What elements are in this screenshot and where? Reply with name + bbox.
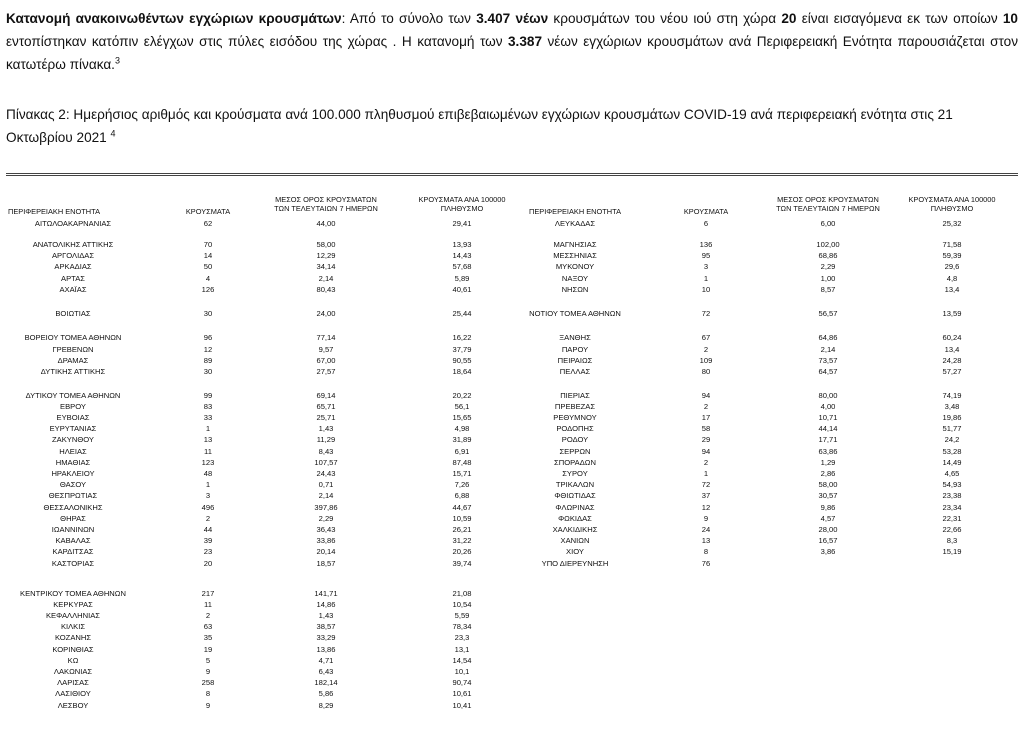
left-cell-cases: 63 (203, 622, 213, 631)
left-cell-avg7: 13,86 (316, 645, 336, 654)
right-cell-per100k: 23,38 (942, 491, 962, 500)
left-cell-per100k: 23,3 (454, 633, 470, 642)
left-cell-region: ΗΜΑΘΙΑΣ (55, 458, 91, 467)
left-cell-per100k: 37,79 (452, 345, 472, 354)
right-cell-per100k: 57,27 (942, 367, 962, 376)
left-cell-region: ΑΙΤΩΛΟΑΚΑΡΝΑΝΙΑΣ (34, 219, 112, 228)
right-cell-cases: 95 (701, 251, 711, 260)
right-cell-region: ΦΘΙΩΤΙΔΑΣ (554, 491, 596, 500)
left-header-per100k-line1: ΚΡΟΥΣΜΑΤΑ ΑΝΑ 100000 (418, 195, 506, 204)
left-cell-avg7: 18,57 (316, 559, 336, 568)
left-cell-cases: 44 (203, 525, 213, 534)
left-cell-per100k: 20,22 (452, 391, 472, 400)
left-header-region: ΠΕΡΙΦΕΡΕΙΑΚΗ ΕΝΟΤΗΤΑ (8, 207, 100, 216)
right-cell-avg7: 16,57 (818, 536, 838, 545)
left-cell-cases: 89 (203, 356, 213, 365)
right-cell-per100k: 13,4 (944, 285, 960, 294)
right-cell-region: ΥΠΟ ΔΙΕΡΕΥΝΗΣΗ (541, 559, 609, 568)
left-cell-cases: 48 (203, 469, 213, 478)
left-cell-region: ΚΑΒΑΛΑΣ (55, 536, 91, 545)
right-cell-avg7: 63,86 (818, 447, 838, 456)
right-cell-region: ΜΕΣΣΗΝΙΑΣ (553, 251, 597, 260)
intro-new-cases: 3.407 νέων (476, 11, 549, 26)
right-cell-avg7: 44,14 (818, 424, 838, 433)
left-cell-cases: 14 (203, 251, 213, 260)
left-cell-per100k: 90,74 (452, 678, 472, 687)
left-cell-avg7: 11,29 (316, 435, 336, 444)
left-cell-cases: 126 (201, 285, 215, 294)
left-header-per100k-line2: ΠΛΗΘΥΣΜΟ (440, 204, 484, 213)
left-cell-avg7: 8,43 (318, 447, 334, 456)
left-cell-cases: 9 (205, 701, 211, 710)
left-cell-per100k: 10,41 (452, 701, 472, 710)
left-cell-avg7: 24,00 (316, 309, 336, 318)
right-cell-per100k: 3,48 (944, 402, 960, 411)
intro-at-gates: 10 (1002, 11, 1018, 26)
left-cell-per100k: 10,1 (454, 667, 470, 676)
left-cell-cases: 50 (203, 262, 213, 271)
right-header-per100k-line1: ΚΡΟΥΣΜΑΤΑ ΑΝΑ 100000 (908, 195, 996, 204)
right-cell-region: ΠΕΛΛΑΣ (559, 367, 591, 376)
left-cell-region: ΚΕΝΤΡΙΚΟΥ ΤΟΜΕΑ ΑΘΗΝΩΝ (20, 589, 126, 598)
left-cell-region: ΛΑΡΙΣΑΣ (57, 678, 89, 687)
left-cell-cases: 13 (203, 435, 213, 444)
right-cell-region: ΦΩΚΙΔΑΣ (558, 514, 592, 523)
left-cell-avg7: 44,00 (316, 219, 336, 228)
left-cell-region: ΒΟΡΕΙΟΥ ΤΟΜΕΑ ΑΘΗΝΩΝ (24, 333, 122, 342)
right-cell-per100k: 15,19 (942, 547, 962, 556)
right-cell-per100k: 60,24 (942, 333, 962, 342)
left-header-avg7-line1: ΜΕΣΟΣ ΟΡΟΣ ΚΡΟΥΣΜΑΤΩΝ (275, 195, 377, 204)
right-cell-region: ΝΑΞΟΥ (561, 274, 589, 283)
left-cell-avg7: 33,29 (316, 633, 336, 642)
left-cell-region: ΑΝΑΤΟΛΙΚΗΣ ΑΤΤΙΚΗΣ (32, 240, 114, 249)
right-cell-region: ΤΡΙΚΑΛΩΝ (555, 480, 595, 489)
right-cell-per100k: 22,66 (942, 525, 962, 534)
left-cell-per100k: 14,43 (452, 251, 472, 260)
right-cell-avg7: 102,00 (816, 240, 840, 249)
right-cell-cases: 2 (703, 402, 709, 411)
left-cell-per100k: 56,1 (454, 402, 470, 411)
right-cell-avg7: 4,57 (820, 514, 836, 523)
right-cell-avg7: 2,29 (820, 262, 836, 271)
right-cell-cases: 80 (701, 367, 711, 376)
right-cell-avg7: 1,29 (820, 458, 836, 467)
left-cell-per100k: 25,44 (452, 309, 472, 318)
left-cell-avg7: 2,14 (318, 491, 334, 500)
left-cell-cases: 1 (205, 424, 211, 433)
right-cell-per100k: 51,77 (942, 424, 962, 433)
left-cell-cases: 30 (203, 309, 213, 318)
left-cell-per100k: 16,22 (452, 333, 472, 342)
right-header-per100k-line2: ΠΛΗΘΥΣΜΟ (930, 204, 974, 213)
right-cell-region: ΝΗΣΩΝ (561, 285, 589, 294)
left-cell-region: ΘΗΡΑΣ (60, 514, 86, 523)
right-header-avg7-line2: ΤΩΝ ΤΕΛΕΥΤΑΙΩΝ 7 ΗΜΕΡΩΝ (776, 204, 880, 213)
left-cell-avg7: 33,86 (316, 536, 336, 545)
left-cell-avg7: 2,14 (318, 274, 334, 283)
right-cell-per100k: 4,8 (946, 274, 958, 283)
intro-text-5: νέων εγχώριων κρουσμάτων ανά Περιφερειακή Ενότητα παρουσιάζεται στον κατωτέρω πίνακα. (6, 34, 1018, 72)
right-cell-per100k: 4,65 (944, 469, 960, 478)
left-cell-region: ΗΛΕΙΑΣ (59, 447, 87, 456)
left-cell-cases: 35 (203, 633, 213, 642)
caption-text: Πίνακας 2: Ημερήσιος αριθμός και κρούσματα ανά 100.000 πληθυσμού επιβεβαιωμένων εγχώριων κρουσμάτων COVID-19 ανά περιφερειακή ενότητα στις 21 Οκτωβρίου 2021 (6, 107, 953, 145)
left-cell-per100k: 10,54 (452, 600, 472, 609)
left-cell-per100k: 7,26 (454, 480, 470, 489)
right-cell-per100k: 13,59 (942, 309, 962, 318)
right-cell-cases: 58 (701, 424, 711, 433)
right-cell-avg7: 28,00 (818, 525, 838, 534)
left-cell-cases: 19 (203, 645, 213, 654)
right-cell-cases: 2 (703, 458, 709, 467)
right-cell-region: ΣΠΟΡΑΔΩΝ (554, 458, 596, 467)
left-cell-avg7: 77,14 (316, 333, 336, 342)
left-cell-cases: 83 (203, 402, 213, 411)
left-cell-region: ΕΒΡΟΥ (60, 402, 86, 411)
left-cell-avg7: 1,43 (318, 611, 334, 620)
left-cell-region: ΑΡΚΑΔΙΑΣ (54, 262, 92, 271)
right-cell-avg7: 3,86 (820, 547, 836, 556)
left-cell-cases: 123 (201, 458, 215, 467)
left-cell-cases: 11 (204, 600, 212, 609)
right-cell-cases: 17 (701, 413, 711, 422)
right-cell-avg7: 64,86 (818, 333, 838, 342)
left-cell-per100k: 20,26 (452, 547, 472, 556)
left-cell-region: ΛΑΣΙΘΙΟΥ (55, 689, 91, 698)
right-cell-per100k: 23,34 (942, 503, 962, 512)
intro-text-1: : Από το σύνολο των (341, 11, 477, 26)
right-cell-per100k: 8,3 (946, 536, 958, 545)
right-cell-avg7: 2,86 (820, 469, 836, 478)
left-cell-region: ΑΡΤΑΣ (61, 274, 85, 283)
left-cell-avg7: 36,43 (316, 525, 336, 534)
left-cell-cases: 3 (205, 491, 211, 500)
left-cell-region: ΕΥΡΥΤΑΝΙΑΣ (49, 424, 97, 433)
right-cell-avg7: 4,00 (820, 402, 836, 411)
right-cell-region: ΠΑΡΟΥ (561, 345, 589, 354)
right-cell-cases: 76 (701, 559, 711, 568)
left-cell-avg7: 20,14 (316, 547, 336, 556)
left-cell-region: ΚΕΡΚΥΡΑΣ (53, 600, 93, 609)
left-cell-per100k: 5,89 (454, 274, 470, 283)
right-cell-region: ΠΕΙΡΑΙΩΣ (557, 356, 593, 365)
left-cell-avg7: 9,57 (318, 345, 334, 354)
right-cell-region: ΦΛΩΡΙΝΑΣ (555, 503, 595, 512)
left-cell-avg7: 69,14 (316, 391, 336, 400)
right-cell-region: ΝΟΤΙΟΥ ΤΟΜΕΑ ΑΘΗΝΩΝ (529, 309, 621, 318)
right-cell-cases: 1 (703, 469, 709, 478)
table-top-rule (6, 173, 1018, 174)
right-cell-per100k: 53,28 (942, 447, 962, 456)
left-cell-per100k: 10,59 (452, 514, 472, 523)
right-cell-per100k: 71,58 (942, 240, 962, 249)
right-cell-avg7: 56,57 (818, 309, 838, 318)
left-header-avg7-line2: ΤΩΝ ΤΕΛΕΥΤΑΙΩΝ 7 ΗΜΕΡΩΝ (274, 204, 378, 213)
left-cell-per100k: 40,61 (452, 285, 472, 294)
right-cell-per100k: 24,2 (944, 435, 960, 444)
right-cell-region: ΡΕΘΥΜΝΟΥ (553, 413, 597, 422)
right-cell-cases: 13 (701, 536, 711, 545)
right-cell-region: ΜΥΚΟΝΟΥ (555, 262, 595, 271)
right-cell-region: ΠΙΕΡΙΑΣ (560, 391, 590, 400)
right-cell-avg7: 58,00 (818, 480, 838, 489)
left-cell-cases: 4 (205, 274, 211, 283)
right-cell-cases: 6 (703, 219, 709, 228)
left-cell-avg7: 67,00 (316, 356, 336, 365)
left-cell-region: ΘΕΣΠΡΩΤΙΑΣ (48, 491, 98, 500)
right-cell-cases: 94 (701, 391, 711, 400)
left-cell-cases: 1 (205, 480, 211, 489)
right-cell-cases: 37 (701, 491, 711, 500)
left-cell-per100k: 10,61 (452, 689, 472, 698)
left-cell-region: ΚΑΡΔΙΤΣΑΣ (52, 547, 94, 556)
left-cell-per100k: 26,21 (452, 525, 472, 534)
left-cell-region: ΗΡΑΚΛΕΙΟΥ (51, 469, 95, 478)
right-cell-per100k: 59,39 (942, 251, 962, 260)
left-cell-per100k: 31,89 (452, 435, 472, 444)
right-cell-cases: 67 (701, 333, 711, 342)
left-cell-avg7: 58,00 (316, 240, 336, 249)
right-cell-avg7: 10,71 (818, 413, 838, 422)
right-cell-cases: 72 (701, 480, 711, 489)
left-cell-per100k: 21,08 (452, 589, 472, 598)
right-cell-cases: 1 (703, 274, 709, 283)
left-cell-cases: 33 (203, 413, 213, 422)
right-cell-avg7: 17,71 (818, 435, 838, 444)
right-cell-per100k: 19,86 (942, 413, 962, 422)
left-cell-avg7: 34,14 (316, 262, 336, 271)
right-cell-per100k: 13,4 (944, 345, 960, 354)
right-cell-region: ΧΑΝΙΩΝ (560, 536, 590, 545)
left-cell-per100k: 14,54 (452, 656, 472, 665)
left-cell-region: ΚΩ (67, 656, 79, 665)
right-cell-cases: 24 (701, 525, 711, 534)
left-cell-per100k: 15,71 (452, 469, 472, 478)
left-cell-avg7: 1,43 (318, 424, 334, 433)
left-cell-avg7: 2,29 (318, 514, 334, 523)
right-cell-cases: 8 (703, 547, 709, 556)
right-cell-avg7: 64,57 (818, 367, 838, 376)
right-header-avg7-line1: ΜΕΣΟΣ ΟΡΟΣ ΚΡΟΥΣΜΑΤΩΝ (777, 195, 879, 204)
right-cell-region: ΡΟΔΟΥ (561, 435, 589, 444)
left-cell-avg7: 12,29 (316, 251, 336, 260)
left-cell-cases: 8 (205, 689, 211, 698)
left-cell-region: ΒΟΙΩΤΙΑΣ (55, 309, 91, 318)
right-cell-cases: 94 (701, 447, 711, 456)
left-cell-cases: 70 (203, 240, 213, 249)
left-cell-cases: 99 (203, 391, 213, 400)
left-cell-avg7: 0,71 (318, 480, 334, 489)
left-cell-avg7: 14,86 (316, 600, 336, 609)
left-cell-per100k: 5,59 (454, 611, 470, 620)
left-cell-region: ΑΡΓΟΛΙΔΑΣ (51, 251, 95, 260)
left-cell-avg7: 27,57 (316, 367, 336, 376)
left-cell-per100k: 78,34 (452, 622, 472, 631)
left-cell-avg7: 25,71 (316, 413, 336, 422)
left-cell-region: ΛΑΚΩΝΙΑΣ (53, 667, 93, 676)
left-cell-cases: 23 (203, 547, 213, 556)
intro-text-2: κρουσμάτων του νέου ιού στη χώρα (548, 11, 782, 26)
left-cell-avg7: 4,71 (318, 656, 334, 665)
left-cell-region: ΔΥΤΙΚΗΣ ΑΤΤΙΚΗΣ (40, 367, 106, 376)
left-cell-avg7: 80,43 (316, 285, 336, 294)
right-cell-per100k: 24,28 (942, 356, 962, 365)
left-cell-per100k: 6,88 (454, 491, 470, 500)
left-cell-region: ΑΧΑΪΑΣ (59, 285, 87, 294)
right-cell-avg7: 8,57 (820, 285, 836, 294)
left-cell-region: ΚΕΦΑΛΛΗΝΙΑΣ (45, 611, 101, 620)
right-cell-cases: 109 (699, 356, 713, 365)
right-cell-region: ΧΙΟΥ (566, 547, 584, 556)
left-cell-avg7: 5,86 (318, 689, 334, 698)
intro-footnote: 3 (114, 55, 120, 66)
left-cell-per100k: 39,74 (452, 559, 472, 568)
right-cell-avg7: 2,14 (820, 345, 836, 354)
left-cell-cases: 39 (203, 536, 213, 545)
left-cell-per100k: 90,55 (452, 356, 472, 365)
left-cell-cases: 5 (205, 656, 211, 665)
right-cell-per100k: 29,6 (944, 262, 960, 271)
right-cell-avg7: 9,86 (820, 503, 836, 512)
intro-title: Κατανομή ανακοινωθέντων εγχώριων κρουσμάτων (6, 11, 342, 26)
left-cell-cases: 217 (201, 589, 215, 598)
intro-domestic: 3.387 (508, 34, 543, 49)
left-cell-cases: 9 (205, 667, 211, 676)
right-cell-per100k: 54,93 (942, 480, 962, 489)
left-cell-cases: 11 (204, 447, 212, 456)
left-cell-per100k: 18,64 (452, 367, 472, 376)
left-cell-avg7: 38,57 (316, 622, 336, 631)
right-cell-region: ΠΡΕΒΕΖΑΣ (554, 402, 596, 411)
right-cell-avg7: 6,00 (820, 219, 836, 228)
right-cell-avg7: 73,57 (818, 356, 838, 365)
right-cell-cases: 10 (701, 285, 711, 294)
intro-paragraph (6, 7, 1018, 76)
right-header-region: ΠΕΡΙΦΕΡΕΙΑΚΗ ΕΝΟΤΗΤΑ (529, 207, 621, 216)
left-cell-avg7: 8,29 (318, 701, 334, 710)
left-cell-region: ΔΡΑΜΑΣ (57, 356, 89, 365)
left-cell-avg7: 141,71 (314, 589, 338, 598)
left-cell-cases: 96 (203, 333, 213, 342)
right-cell-region: ΡΟΔΟΠΗΣ (556, 424, 594, 433)
right-cell-cases: 3 (703, 262, 709, 271)
right-cell-region: ΣΥΡΟΥ (562, 469, 588, 478)
right-cell-cases: 9 (703, 514, 709, 523)
left-cell-per100k: 4,98 (454, 424, 470, 433)
left-cell-region: ΚΟΖΑΝΗΣ (54, 633, 92, 642)
right-cell-region: ΣΕΡΡΩΝ (559, 447, 591, 456)
left-cell-region: ΘΑΣΟΥ (59, 480, 87, 489)
left-cell-region: ΚΙΛΚΙΣ (60, 622, 86, 631)
left-cell-avg7: 107,57 (314, 458, 338, 467)
left-cell-avg7: 397,86 (314, 503, 338, 512)
right-cell-cases: 2 (703, 345, 709, 354)
left-cell-avg7: 6,43 (318, 667, 334, 676)
right-cell-per100k: 74,19 (942, 391, 962, 400)
right-header-cases: ΚΡΟΥΣΜΑΤΑ (683, 207, 729, 216)
left-cell-per100k: 13,93 (452, 240, 472, 249)
left-cell-cases: 20 (203, 559, 213, 568)
right-cell-region: ΧΑΛΚΙΔΙΚΗΣ (552, 525, 598, 534)
table-caption (6, 103, 1018, 149)
intro-imported: 20 (781, 11, 797, 26)
right-cell-region: ΛΕΥΚΑΔΑΣ (554, 219, 596, 228)
left-cell-per100k: 31,22 (452, 536, 472, 545)
right-cell-per100k: 14,49 (942, 458, 962, 467)
left-cell-cases: 62 (203, 219, 213, 228)
caption-footnote: 4 (110, 128, 116, 139)
left-cell-region: ΘΕΣΣΑΛΟΝΙΚΗΣ (43, 503, 103, 512)
right-cell-cases: 12 (701, 503, 711, 512)
left-cell-per100k: 57,68 (452, 262, 472, 271)
left-cell-region: ΔΥΤΙΚΟΥ ΤΟΜΕΑ ΑΘΗΝΩΝ (25, 391, 121, 400)
left-cell-cases: 258 (201, 678, 215, 687)
left-cell-cases: 2 (205, 514, 211, 523)
left-cell-avg7: 182,14 (314, 678, 338, 687)
left-cell-avg7: 24,43 (316, 469, 336, 478)
intro-text-3: είναι εισαγόμενα εκ των οποίων (796, 11, 1003, 26)
left-cell-per100k: 13,1 (454, 645, 470, 654)
left-cell-region: ΚΑΣΤΟΡΙΑΣ (51, 559, 95, 568)
right-cell-cases: 72 (701, 309, 711, 318)
right-cell-region: ΜΑΓΝΗΣΙΑΣ (553, 240, 597, 249)
right-cell-per100k: 22,31 (942, 514, 962, 523)
right-cell-region: ΞΑΝΘΗΣ (559, 333, 591, 342)
left-cell-region: ΓΡΕΒΕΝΩΝ (52, 345, 94, 354)
left-cell-per100k: 6,91 (454, 447, 470, 456)
table-top-rule-2 (6, 175, 1018, 176)
left-cell-cases: 12 (203, 345, 213, 354)
right-cell-avg7: 1,00 (820, 274, 836, 283)
left-cell-cases: 30 (203, 367, 213, 376)
right-cell-avg7: 30,57 (818, 491, 838, 500)
left-cell-region: ΕΥΒΟΙΑΣ (56, 413, 90, 422)
left-cell-per100k: 44,67 (452, 503, 472, 512)
left-cell-per100k: 87,48 (452, 458, 472, 467)
left-cell-region: ΖΑΚΥΝΘΟΥ (52, 435, 94, 444)
right-cell-avg7: 80,00 (818, 391, 838, 400)
left-cell-per100k: 29,41 (452, 219, 472, 228)
right-cell-cases: 29 (701, 435, 711, 444)
left-cell-region: ΚΟΡΙΝΘΙΑΣ (52, 645, 94, 654)
intro-text-4: εντοπίστηκαν κατόπιν ελέγχων στις πύλες εισόδου της χώρας . Η κατανομή των (6, 34, 508, 49)
right-cell-per100k: 25,32 (942, 219, 962, 228)
left-cell-region: ΛΕΣΒΟΥ (57, 701, 89, 710)
right-cell-avg7: 68,86 (818, 251, 838, 260)
right-cell-cases: 136 (699, 240, 713, 249)
left-cell-per100k: 15,65 (452, 413, 472, 422)
left-header-cases: ΚΡΟΥΣΜΑΤΑ (185, 207, 231, 216)
left-cell-cases: 496 (201, 503, 215, 512)
left-cell-cases: 2 (205, 611, 211, 620)
left-cell-avg7: 65,71 (316, 402, 336, 411)
left-cell-region: ΙΩΑΝΝΙΝΩΝ (51, 525, 95, 534)
